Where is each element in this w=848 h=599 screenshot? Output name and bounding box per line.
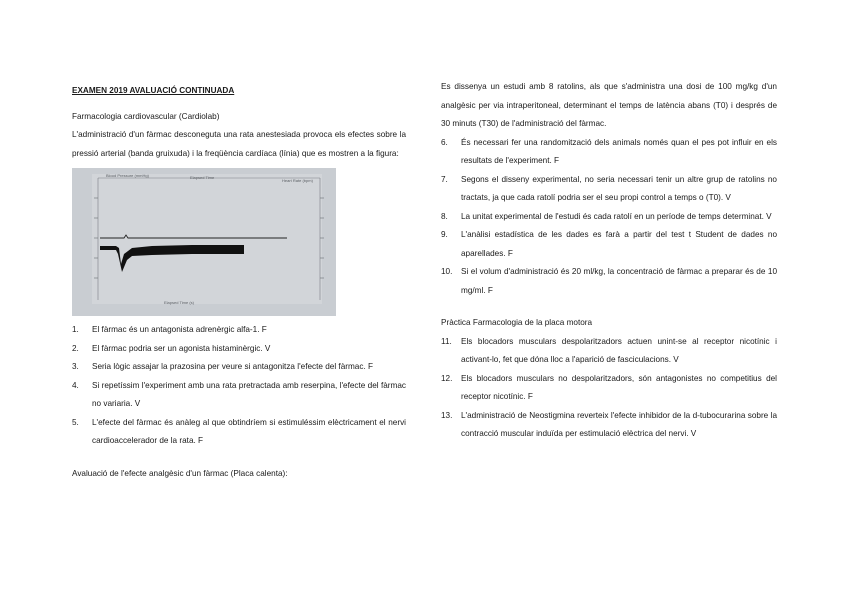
question-text: Segons el disseny experimental, no seria necessari tenir un altre grup de ratolins no tractats, ja que cada ratolí podria ser el seu propi control a temps o (T0). V [461, 174, 777, 202]
question-number: 1. [72, 325, 79, 334]
question-number: 8. [441, 211, 448, 221]
question-item [441, 333, 777, 370]
section-heading-cardiovascular: Farmacologia cardiovascular (Cardiolab) [72, 111, 220, 121]
question-number: 10. [441, 267, 453, 276]
figure-label-left: Blood Pressure (mmHg) [106, 173, 149, 178]
question-number: 13. [441, 410, 453, 420]
question-text: Els blocadors musculars despolaritzadors actuen unint-se al receptor nicotínic i activant-lo, fet que dóna lloc a l'aparició de fasciculacions. V [461, 336, 777, 364]
section-heading-motor-plate: Pràctica Farmacologia de la placa motora [441, 318, 593, 327]
intro-paragraph: L'administració d'un fàrmac desconeguta una rata anestesiada provoca els efectes sobre la pressió arterial (banda gruixuda) i la freqüència cardíaca (línia) que es mostren a la figura: [72, 130, 406, 158]
question-text: L'efecte del fàrmac és anàleg al que obtindríem si estimuléssim elèctricament el nervi cardioaccelerador de la rata. F [92, 417, 406, 445]
question-list-motor-plate [441, 333, 777, 444]
question-number: 2. [72, 343, 79, 353]
question-text: El fàrmac podria ser un agonista histaminèrgic. V [92, 343, 271, 353]
question-text: És necessari fer una randomització dels animals només quan el pes pot influir en els resultats de l'experiment. F [461, 137, 777, 165]
question-text: El fàrmac és un antagonista adrenèrgic alfa-1. F [92, 325, 267, 334]
question-item [441, 226, 777, 263]
question-number: 3. [72, 362, 79, 371]
question-number: 12. [441, 373, 453, 383]
section-heading-analgesic: Avaluació de l'efecte analgèsic d'un fàrmac (Placa calenta): [72, 468, 288, 478]
question-item [441, 208, 777, 227]
cardiolab-trace-svg [72, 168, 336, 316]
question-list-analgesic [441, 134, 777, 301]
question-item [72, 340, 406, 359]
question-item [441, 407, 777, 444]
exam-title: EXAMEN 2019 AVALUACIÓ CONTINUADA [72, 86, 235, 95]
question-text: L'administració de Neostigmina reverteix l'efecte inhibidor de la d-tubocurarina sobre la contracció muscular induïda per estimulació elèctrica del nervi. V [461, 410, 777, 438]
question-text: Si el volum d'administració és 20 ml/kg, la concentració de fàrmac a preparar és de 10 mg/ml. F [461, 267, 777, 295]
figure-label-right: Heart Rate (bpm) [282, 178, 313, 183]
question-list-cardiovascular [72, 321, 406, 451]
figure-label-bottom: Elapsed Time (s) [164, 300, 195, 305]
question-number: 4. [72, 380, 79, 390]
question-item [72, 358, 406, 377]
question-text: L'anàlisi estadística de les dades es farà a partir del test t Student de dades no aparellades. F [461, 230, 777, 258]
question-number: 9. [441, 230, 448, 239]
question-item [72, 321, 406, 340]
question-text: Seria lògic assajar la prazosina per veure si antagonitza l'efecte del fàrmac. F [92, 362, 373, 371]
question-item [441, 370, 777, 407]
question-text: Si repetíssim l'experiment amb una rata pretractada amb reserpina, l'efecte del fàrmac no variaria. V [92, 380, 406, 408]
right-column [441, 78, 777, 444]
question-item [441, 134, 777, 171]
question-item [72, 377, 406, 414]
question-text: Els blocadors musculars no despolaritzadors, són antagonistes no competitius del receptor nicotínic. F [461, 373, 777, 401]
cardiolab-figure [72, 168, 336, 316]
question-number: 7. [441, 174, 448, 184]
question-item [72, 414, 406, 451]
question-item [441, 263, 777, 300]
question-item [441, 171, 777, 208]
question-number: 5. [72, 417, 79, 427]
figure-label-mid: Elapsed Time [190, 175, 215, 180]
study-design-paragraph: Es dissenya un estudi amb 8 ratolins, als que s'administra una dosi de 100 mg/kg d'un analgèsic per via intraperitoneal, determinant el temps de latència abans (T0) i després de 30 minuts (T30) de l'administració del fàrmac. [441, 82, 777, 128]
question-text: La unitat experimental de l'estudi és cada ratolí en un període de temps determinat. V [461, 211, 772, 221]
question-number: 11. [441, 336, 452, 346]
left-column [72, 82, 406, 483]
question-number: 6. [441, 137, 448, 147]
